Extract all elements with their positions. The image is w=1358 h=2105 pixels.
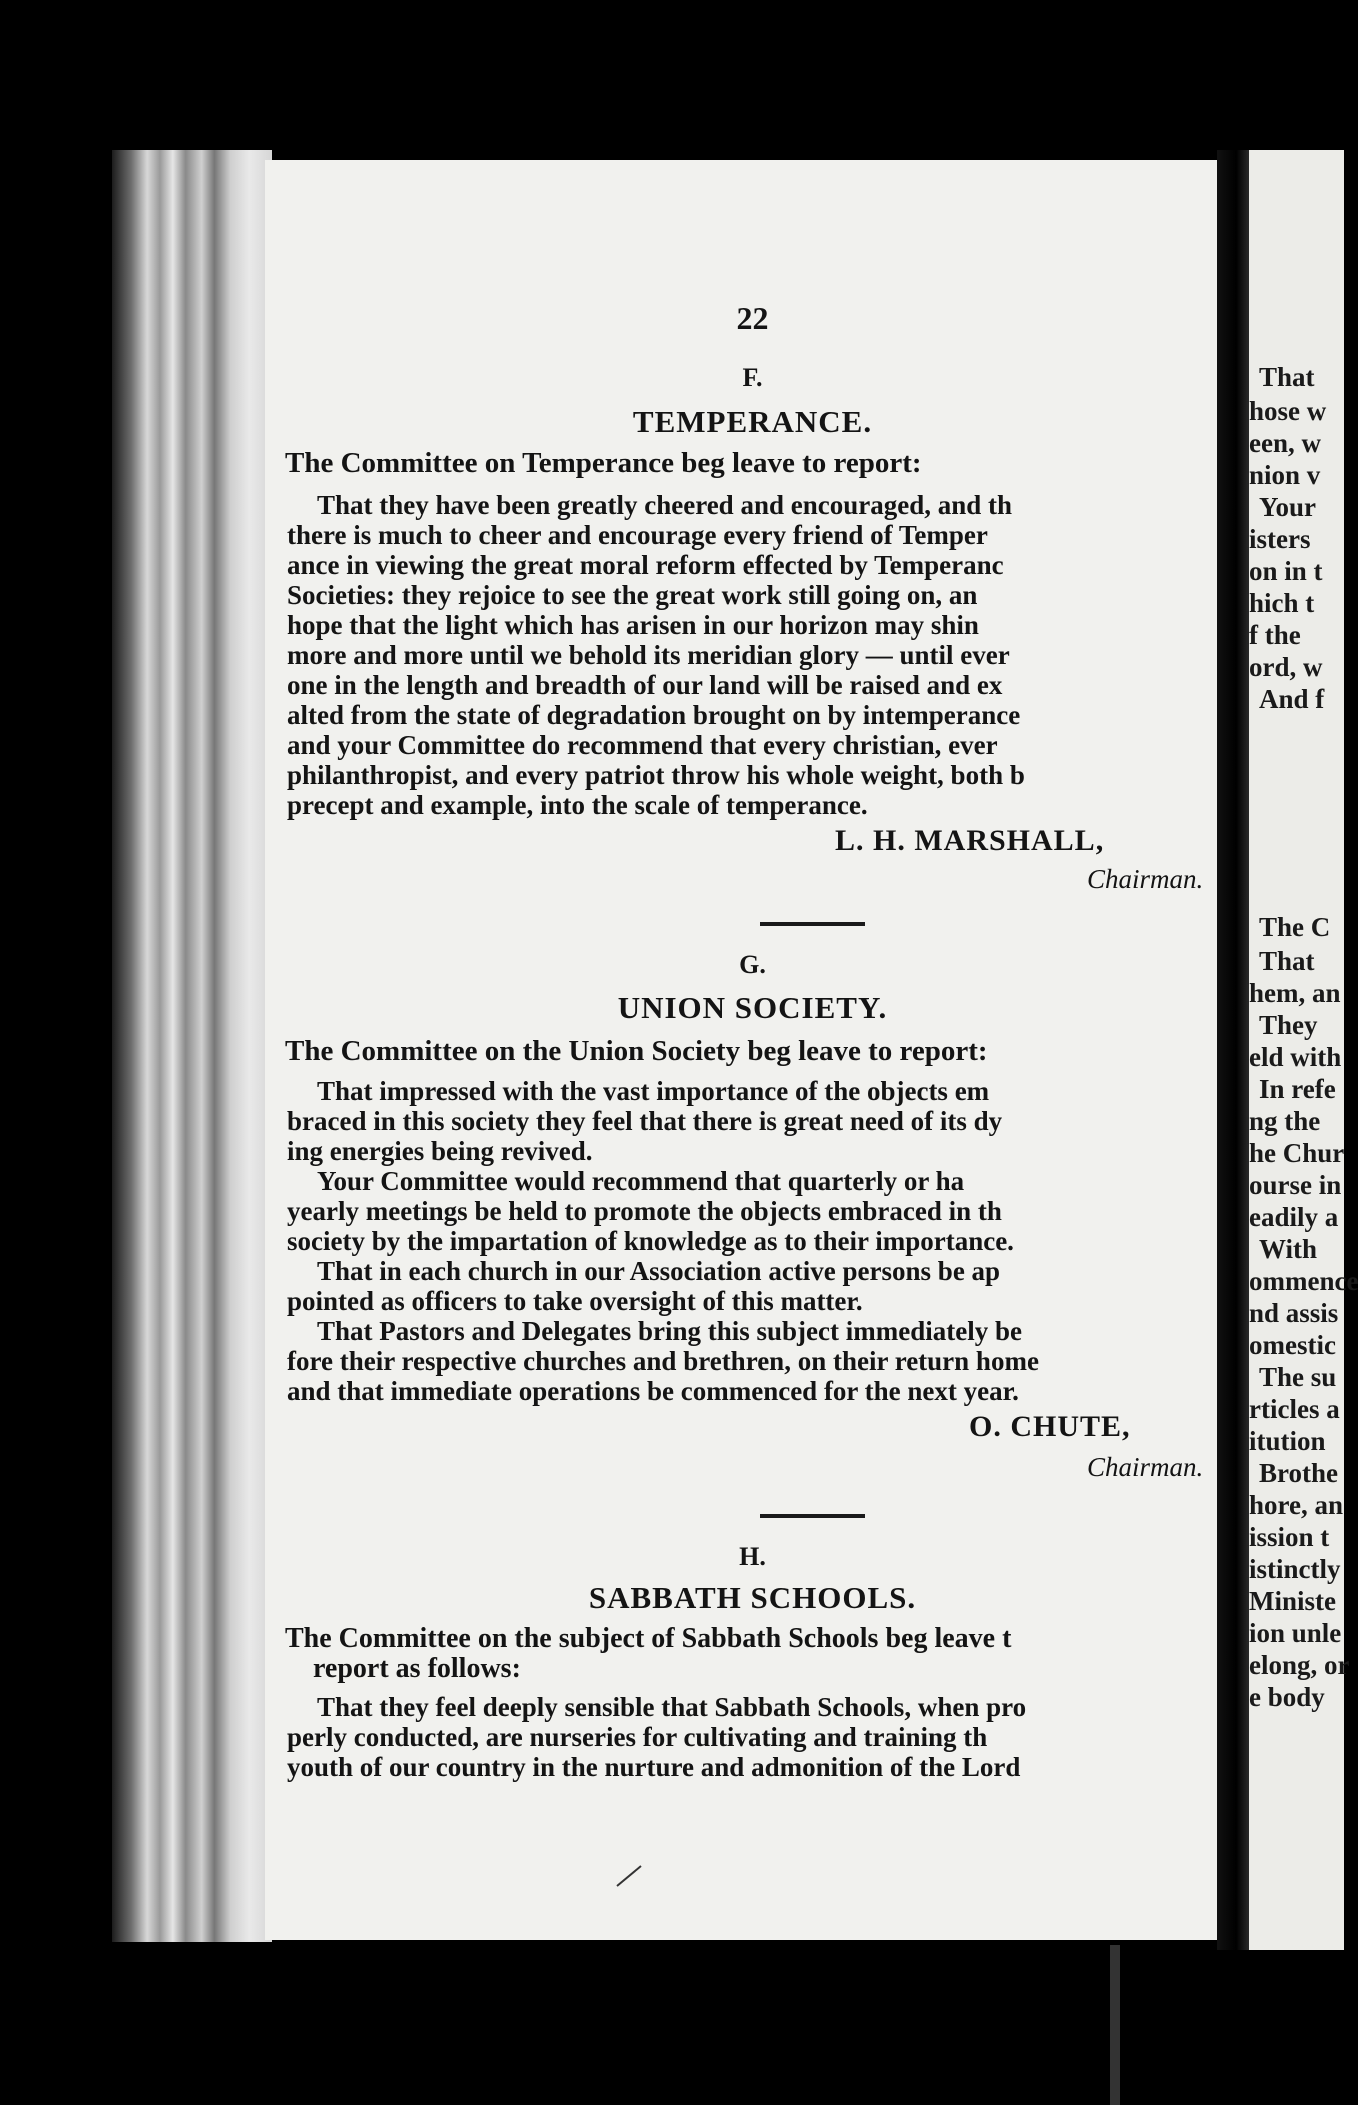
bookmark-ribbon [1110,1945,1120,2105]
facing-line: he Chur [1249,1138,1345,1168]
facing-line: istinctly [1249,1554,1341,1584]
facing-line: hem, an [1249,978,1341,1008]
section-h-line: perly conducted, are nurseries for cultivating and training th [287,1722,988,1752]
section-f-line: hope that the light which has arisen in our horizon may shin [287,610,979,640]
facing-line: isters [1249,524,1311,554]
section-f-heading: TEMPERANCE. [632,404,873,439]
section-g-intro: The Committee on the Union Society beg leave to report: [285,1035,988,1067]
facing-line: elong, or [1249,1650,1350,1680]
section-f-line: one in the length and breadth of our land will be raised and ex [287,670,1003,700]
section-g-line: society by the impartation of knowledge as to their importance. [287,1226,1014,1256]
facing-line: on in t [1249,556,1323,586]
section-f-line: more and more until we behold its meridian glory — until ever [287,640,1010,670]
section-f-line: and your Committee do recommend that every christian, ever [287,730,998,760]
facing-line: And f [1259,684,1325,714]
facing-line: With [1259,1234,1318,1264]
facing-line: ourse in [1249,1170,1342,1200]
facing-line: They [1259,1010,1318,1040]
section-divider [760,922,865,926]
facing-line: f the [1249,620,1301,650]
section-f-line: philanthropist, and every patriot throw his whole weight, both b [287,760,1025,790]
page-number: 22 [736,300,769,336]
facing-line: That [1259,946,1315,976]
section-g-role: Chairman. [1087,1452,1204,1482]
section-h-line: That they feel deeply sensible that Sabbath Schools, when pro [317,1692,1027,1722]
facing-page [1249,150,1358,1950]
facing-line: ng the [1249,1106,1321,1136]
section-f-line: there is much to cheer and encourage every friend of Temper [287,520,988,550]
facing-line: Your [1259,492,1317,522]
book-page [265,160,1240,1940]
section-h-letter: H. [739,1542,766,1571]
section-f-letter: F. [742,363,763,392]
facing-line: nd assis [1249,1298,1339,1328]
facing-line: een, w [1249,428,1321,458]
section-f-line: precept and example, into the scale of temperance. [287,790,868,820]
section-f-line: Societies: they rejoice to see the great work still going on, an [287,580,978,610]
section-g-line: That impressed with the vast importance of the objects em [317,1076,990,1106]
section-g-line: yearly meetings be held to promote the objects embraced in th [287,1196,1002,1226]
section-f-role: Chairman. [1087,864,1204,894]
facing-line: e body [1249,1682,1325,1712]
section-divider [760,1514,865,1518]
section-g-line: Your Committee would recommend that quarterly or ha [317,1166,965,1196]
section-g-line: and that immediate operations be commenced for the next year. [287,1376,1019,1406]
facing-line: In refe [1259,1074,1336,1104]
section-h-intro: report as follows: [313,1653,521,1684]
facing-line: rticles a [1249,1394,1340,1424]
section-f-line: ance in viewing the great moral reform effected by Temperanc [287,550,1004,580]
facing-line: hore, an [1249,1490,1344,1520]
facing-line: eadily a [1249,1202,1339,1232]
facing-line: hich t [1249,588,1315,618]
facing-line: omestic [1249,1330,1336,1360]
section-g-line: fore their respective churches and brethren, on their return home [287,1346,1039,1376]
facing-line: ission t [1249,1522,1330,1552]
section-f-line: That they have been greatly cheered and encouraged, and th [317,490,1012,520]
section-h-line: youth of our country in the nurture and admonition of the Lord [287,1752,1021,1782]
facing-line: itution [1249,1426,1326,1456]
section-g-letter: G. [739,950,766,979]
section-g-line: pointed as officers to take oversight of this matter. [287,1286,863,1316]
facing-line: hose w [1249,396,1327,426]
section-g-signature: O. CHUTE, [969,1410,1131,1443]
facing-line: ion unle [1249,1618,1342,1648]
section-g-line: That in each church in our Association active persons be ap [317,1256,1001,1286]
book-gutter [1217,150,1249,1950]
facing-line: nion v [1249,460,1321,490]
facing-line: That [1259,362,1315,392]
facing-line: ord, w [1249,652,1323,682]
facing-line: The C [1259,912,1331,942]
facing-line: ommence [1249,1266,1358,1296]
facing-line: The su [1259,1362,1337,1392]
section-g-heading: UNION SOCIETY. [617,990,888,1025]
section-f-signature: L. H. MARSHALL, [835,824,1105,857]
section-g-line: That Pastors and Delegates bring this subject immediately be [317,1316,1022,1346]
section-h-heading: SABBATH SCHOOLS. [588,1580,917,1615]
pen-mark [615,1860,645,1890]
facing-line: eld with [1249,1042,1342,1072]
section-f-line: alted from the state of degradation brought on by intemperance [287,700,1021,730]
facing-line: Brothe [1259,1458,1338,1488]
section-g-line: braced in this society they feel that there is great need of its dy [287,1106,1003,1136]
section-f-intro: The Committee on Temperance beg leave to report: [285,447,922,479]
section-h-intro: The Committee on the subject of Sabbath Schools beg leave t [285,1623,1012,1654]
facing-line: Ministe [1249,1586,1336,1616]
section-g-line: ing energies being revived. [287,1136,593,1166]
book-edge [112,150,272,1942]
